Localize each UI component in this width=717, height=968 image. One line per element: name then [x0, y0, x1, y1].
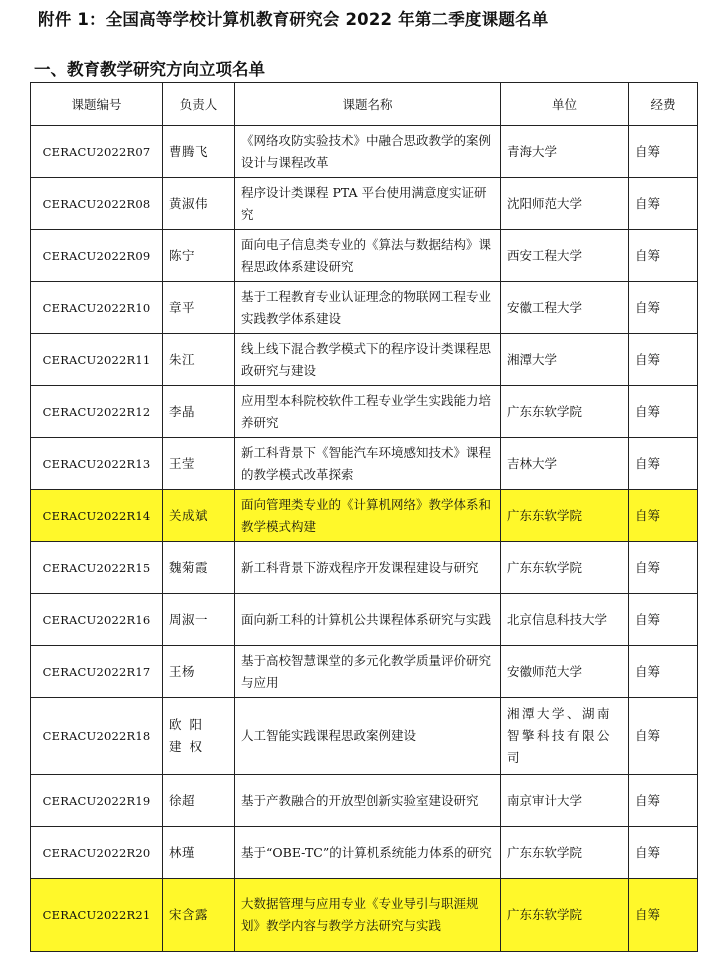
- cell-project-title: 面向管理类专业的《计算机网络》教学体系和教学模式构建: [235, 490, 501, 542]
- cell-unit: 西安工程大学: [501, 230, 629, 282]
- cell-project-id: CERACU2022R14: [31, 490, 163, 542]
- cell-project-id: CERACU2022R12: [31, 386, 163, 438]
- table-row-highlighted: [31, 879, 698, 952]
- cell-project-id: CERACU2022R13: [31, 438, 163, 490]
- cell-unit: 青海大学: [501, 126, 629, 178]
- cell-project-id: CERACU2022R11: [31, 334, 163, 386]
- cell-funding: 自筹: [629, 594, 698, 646]
- cell-lead: 王杨: [163, 646, 235, 698]
- cell-project-id: CERACU2022R16: [31, 594, 163, 646]
- cell-funding: 自筹: [629, 879, 698, 952]
- cell-project-title: 线上线下混合教学模式下的程序设计类课程思政研究与建设: [235, 334, 501, 386]
- cell-lead: 曹腾飞: [163, 126, 235, 178]
- cell-funding: 自筹: [629, 178, 698, 230]
- table-row: [31, 698, 698, 775]
- cell-unit: 湘潭大学: [501, 334, 629, 386]
- cell-project-id: CERACU2022R21: [31, 879, 163, 952]
- cell-unit: 安徽工程大学: [501, 282, 629, 334]
- header-project-id: 课题编号: [31, 83, 163, 126]
- table-row: [31, 178, 698, 230]
- section-title: 一、教育教学研究方向立项名单: [34, 60, 265, 79]
- table-header: [31, 83, 698, 126]
- header-row: [31, 83, 698, 126]
- cell-project-title: 新工科背景下《智能汽车环境感知技术》课程的教学模式改革探索: [235, 438, 501, 490]
- cell-project-id: CERACU2022R10: [31, 282, 163, 334]
- cell-project-title: 程序设计类课程 PTA 平台使用满意度实证研究: [235, 178, 501, 230]
- cell-project-id: CERACU2022R07: [31, 126, 163, 178]
- cell-unit: 广东东软学院: [501, 827, 629, 879]
- cell-lead: 关成斌: [163, 490, 235, 542]
- cell-funding: 自筹: [629, 490, 698, 542]
- cell-project-title: 基于产教融合的开放型创新实验室建设研究: [235, 775, 501, 827]
- cell-lead: 朱江: [163, 334, 235, 386]
- cell-project-title: 面向电子信息类专业的《算法与数据结构》课程思政体系建设研究: [235, 230, 501, 282]
- header-funding: 经费: [629, 83, 698, 126]
- cell-project-title: 人工智能实践课程思政案例建设: [235, 698, 501, 775]
- cell-project-id: CERACU2022R17: [31, 646, 163, 698]
- cell-project-id: CERACU2022R09: [31, 230, 163, 282]
- cell-lead: 章平: [163, 282, 235, 334]
- cell-lead: 宋含露: [163, 879, 235, 952]
- cell-unit: 南京审计大学: [501, 775, 629, 827]
- cell-funding: 自筹: [629, 230, 698, 282]
- cell-funding: 自筹: [629, 438, 698, 490]
- table-row-highlighted: [31, 490, 698, 542]
- cell-project-title: 大数据管理与应用专业《专业导引与职涯规划》教学内容与教学方法研究与实践: [235, 879, 501, 952]
- cell-project-id: CERACU2022R19: [31, 775, 163, 827]
- cell-project-title: 面向新工科的计算机公共课程体系研究与实践: [235, 594, 501, 646]
- cell-lead: 王莹: [163, 438, 235, 490]
- table-row: [31, 386, 698, 438]
- cell-unit: 北京信息科技大学: [501, 594, 629, 646]
- cell-lead: 李晶: [163, 386, 235, 438]
- table-row: [31, 282, 698, 334]
- cell-project-title: 基于高校智慧课堂的多元化教学质量评价研究与应用: [235, 646, 501, 698]
- cell-funding: 自筹: [629, 775, 698, 827]
- cell-funding: 自筹: [629, 126, 698, 178]
- table-row: [31, 646, 698, 698]
- table-row: [31, 438, 698, 490]
- cell-project-id: CERACU2022R08: [31, 178, 163, 230]
- project-table: [30, 82, 698, 952]
- table-row: [31, 334, 698, 386]
- table-row: [31, 594, 698, 646]
- cell-funding: 自筹: [629, 334, 698, 386]
- cell-project-title: 应用型本科院校软件工程专业学生实践能力培养研究: [235, 386, 501, 438]
- table-row: [31, 542, 698, 594]
- cell-lead: 黄淑伟: [163, 178, 235, 230]
- cell-unit: 广东东软学院: [501, 490, 629, 542]
- cell-lead: 周淑一: [163, 594, 235, 646]
- header-unit: 单位: [501, 83, 629, 126]
- table-row: [31, 126, 698, 178]
- cell-funding: 自筹: [629, 542, 698, 594]
- cell-lead: 魏菊霞: [163, 542, 235, 594]
- cell-unit: 沈阳师范大学: [501, 178, 629, 230]
- cell-project-id: CERACU2022R18: [31, 698, 163, 775]
- cell-unit: 广东东软学院: [501, 879, 629, 952]
- table-row: [31, 827, 698, 879]
- cell-lead: 林瑾: [163, 827, 235, 879]
- cell-lead: 陈宁: [163, 230, 235, 282]
- cell-unit: 广东东软学院: [501, 542, 629, 594]
- header-lead: 负责人: [163, 83, 235, 126]
- cell-unit: 湘潭大学、湖南智擎科技有限公司: [501, 698, 629, 775]
- table-row: [31, 230, 698, 282]
- table-row: [31, 775, 698, 827]
- cell-funding: 自筹: [629, 282, 698, 334]
- cell-project-title: 《网络攻防实验技术》中融合思政教学的案例设计与课程改革: [235, 126, 501, 178]
- table-body: [31, 126, 698, 952]
- cell-project-title: 基于“OBE-TC”的计算机系统能力体系的研究: [235, 827, 501, 879]
- cell-project-id: CERACU2022R20: [31, 827, 163, 879]
- cell-funding: 自筹: [629, 827, 698, 879]
- document-title: 附件 1：全国高等学校计算机教育研究会 2022 年第二季度课题名单: [38, 10, 549, 29]
- cell-project-title: 基于工程教育专业认证理念的物联网工程专业实践教学体系建设: [235, 282, 501, 334]
- cell-project-id: CERACU2022R15: [31, 542, 163, 594]
- cell-lead: 欧阳建权: [163, 698, 235, 775]
- cell-unit: 广东东软学院: [501, 386, 629, 438]
- cell-lead: 徐超: [163, 775, 235, 827]
- cell-unit: 安徽师范大学: [501, 646, 629, 698]
- cell-unit: 吉林大学: [501, 438, 629, 490]
- header-project-title: 课题名称: [235, 83, 501, 126]
- cell-funding: 自筹: [629, 698, 698, 775]
- cell-funding: 自筹: [629, 646, 698, 698]
- cell-funding: 自筹: [629, 386, 698, 438]
- cell-project-title: 新工科背景下游戏程序开发课程建设与研究: [235, 542, 501, 594]
